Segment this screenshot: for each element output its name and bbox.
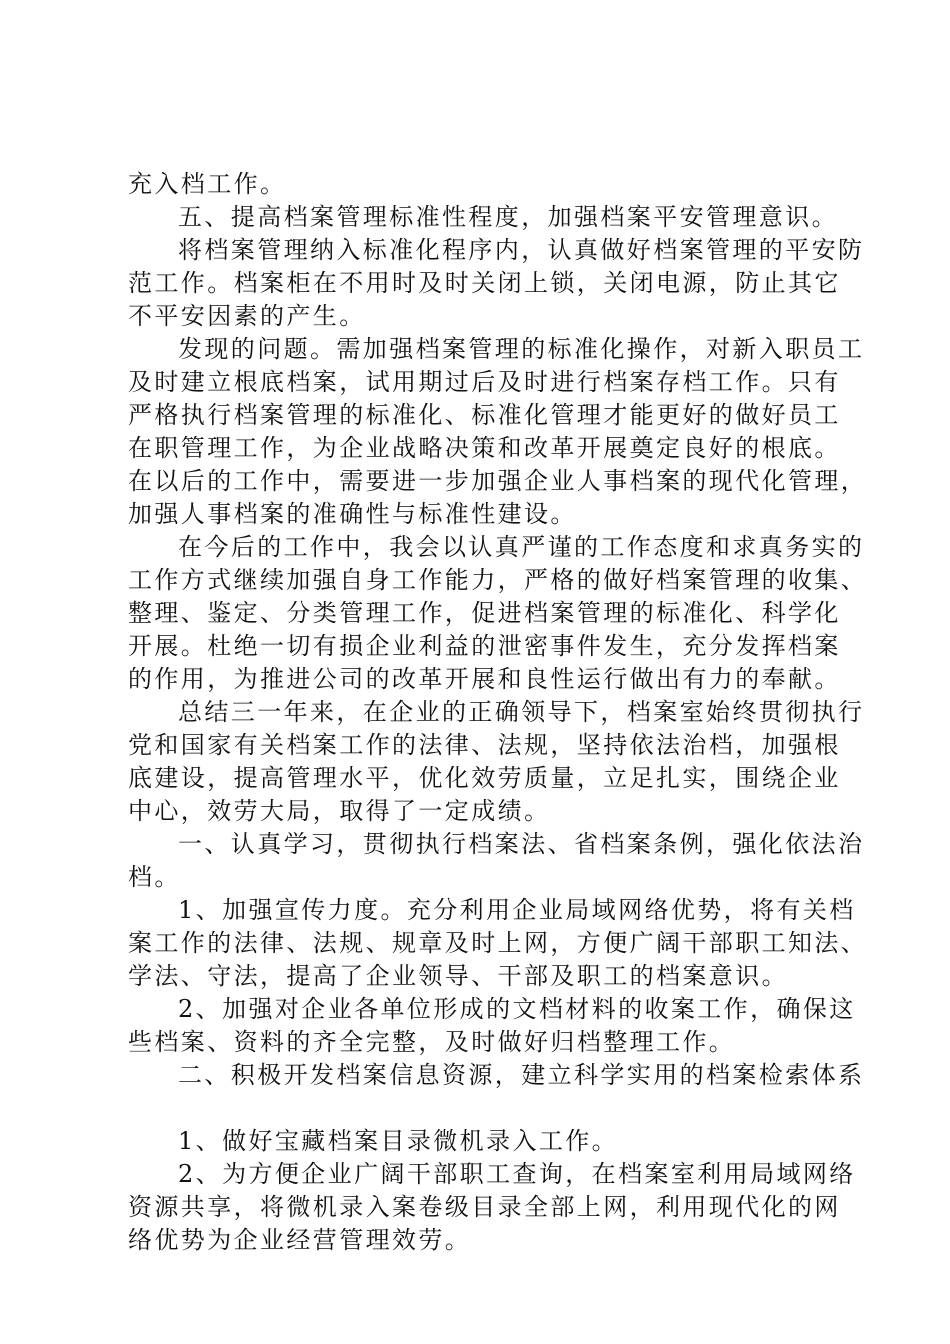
text-line: 底建设，提高管理水平，优化效劳质量，立足扎实，围绕企业 xyxy=(128,764,841,792)
section-heading-2: 二、积极开发档案信息资源，建立科学实用的档案检索体系 xyxy=(178,1061,865,1089)
list-item: 1、做好宝藏档案目录微机录入工作。 xyxy=(178,1127,619,1155)
text-line: 档。 xyxy=(128,863,181,891)
text-line: 充入档工作。 xyxy=(128,170,287,198)
text-line: 范工作。档案柜在不用时及时关闭上锁，关闭电源，防止其它 xyxy=(128,269,841,297)
section-heading-1: 一、认真学习，贯彻执行档案法、省档案条例，强化依法治 xyxy=(178,830,865,858)
text-line: 党和国家有关档案工作的法律、法规，坚持依法治档，加强根 xyxy=(128,731,841,759)
text-line: 在职管理工作，为企业战略决策和改革开展奠定良好的根底。 xyxy=(128,434,841,462)
document-body xyxy=(128,168,868,1257)
text-line: 严格执行档案管理的标准化、标准化管理才能更好的做好员工 xyxy=(128,401,841,429)
text-line: 在以后的工作中，需要进一步加强企业人事档案的现代化管理， xyxy=(128,467,868,495)
text-line: 在今后的工作中，我会以认真严谨的工作态度和求真务实的 xyxy=(178,533,865,561)
text-line: 资源共享，将微机录入案卷级目录全部上网，利用现代化的网 xyxy=(128,1193,841,1221)
text-line: 发现的问题。需加强档案管理的标准化操作，对新入职员工 xyxy=(178,335,865,363)
text-line: 学法、守法，提高了企业领导、干部及职工的档案意识。 xyxy=(128,962,788,990)
text-line: 加强人事档案的准确性与标准性建设。 xyxy=(128,500,577,528)
text-line: 些档案、资料的齐全完整，及时做好归档整理工作。 xyxy=(128,1028,736,1056)
text-line: 案工作的法律、法规、规章及时上网，方便广阔干部职工知法、 xyxy=(128,929,868,957)
list-item: 1、加强宣传力度。充分利用企业局域网络优势，将有关档 xyxy=(178,896,856,924)
text-line: 开展。杜绝一切有损企业利益的泄密事件发生，充分发挥档案 xyxy=(128,632,841,660)
text-line: 整理、鉴定、分类管理工作，促进档案管理的标准化、科学化 xyxy=(128,599,841,627)
text-line: 及时建立根底档案，试用期过后及时进行档案存档工作。只有 xyxy=(128,368,841,396)
section-heading-5: 五、提高档案管理标准性程度，加强档案平安管理意识。 xyxy=(178,203,838,231)
text-line: 不平安因素的产生。 xyxy=(128,302,366,330)
text-line: 络优势为企业经营管理效劳。 xyxy=(128,1226,472,1254)
text-line: 工作方式继续加强自身工作能力，严格的做好档案管理的收集、 xyxy=(128,566,868,594)
text-line: 的作用，为推进公司的改革开展和良性运行做出有力的奉献。 xyxy=(128,665,841,693)
text-line: 总结三一年来，在企业的正确领导下，档案室始终贯彻执行 xyxy=(178,698,865,726)
list-item: 2、加强对企业各单位形成的文档材料的收案工作，确保这 xyxy=(178,995,856,1023)
blank-line xyxy=(128,1092,838,1125)
list-item: 2、为方便企业广阔干部职工查询，在档案室利用局域网络 xyxy=(178,1160,856,1188)
text-line: 将档案管理纳入标准化程序内，认真做好档案管理的平安防 xyxy=(178,236,865,264)
text-line: 中心，效劳大局，取得了一定成绩。 xyxy=(128,797,551,825)
